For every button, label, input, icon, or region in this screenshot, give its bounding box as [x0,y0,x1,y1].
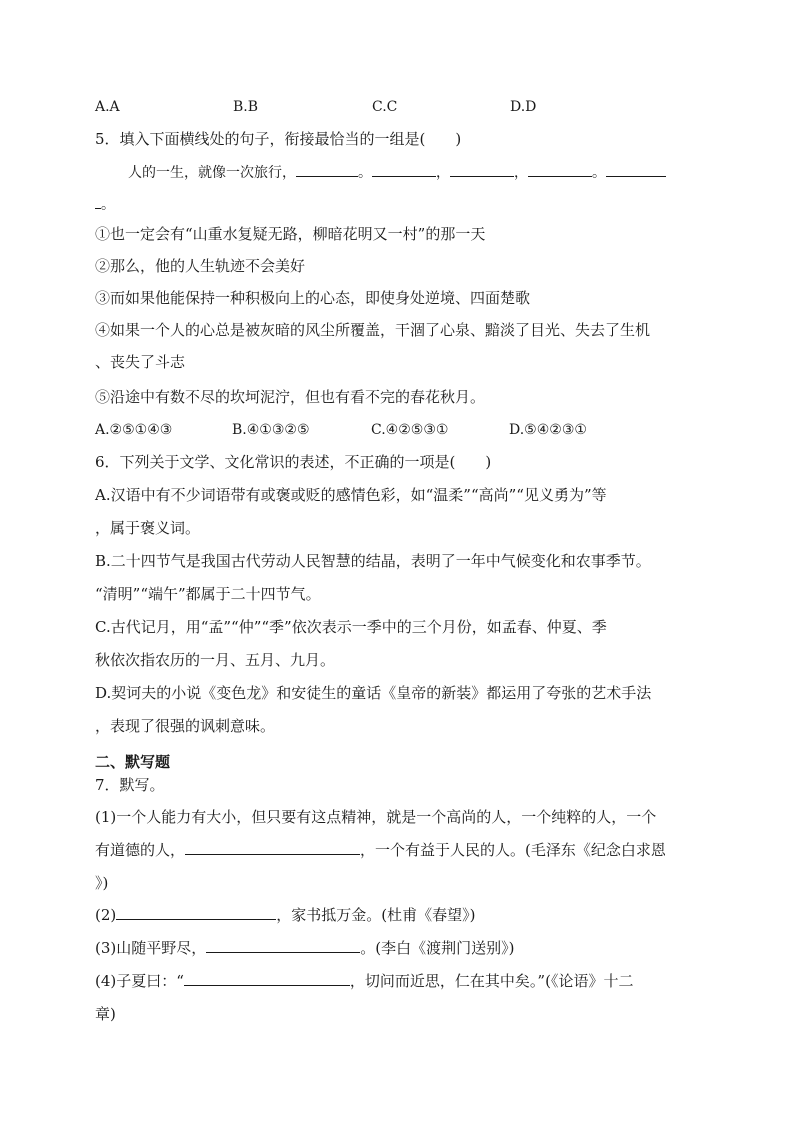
q5-passage [128,162,666,183]
q7-part3 [95,938,514,958]
q5-item-4-cont: 、丧失了斗志 [95,353,186,371]
q4-option-a: A.A [95,99,120,115]
q5-blank-2[interactable] [372,162,436,177]
q7-part1-line2 [95,840,666,860]
q7-part1-pre: 有道德的人， [95,841,186,859]
q6-option-a-line1: A.汉语中有不少词语带有或褒或贬的感情色彩，如“温柔”“高尚”“见义勇为”等 [95,486,607,504]
q5-punct-4: 。 [592,165,606,181]
q5-stem: 5．填入下面横线处的句子，衔接最恰当的一组是( ) [95,130,462,148]
q6-option-a-line2: ，属于褒义词。 [95,519,201,537]
q5-option-d: D.⑤④②③① [509,422,587,438]
q6-option-d-line2: ，表现了很强的讽刺意味。 [95,717,276,735]
q7-part1-blank[interactable] [185,840,360,855]
q5-item-4: ④如果一个人的心总是被灰暗的风尘所覆盖，干涸了心泉、黯淡了目光、失去了生机 [95,321,651,339]
q7-part1-line3: 》) [95,874,109,892]
q5-item-5: ⑤沿途中有数不尽的坎坷泥泞，但也有看不完的春花秋月。 [95,388,486,406]
q7-part2 [95,905,475,925]
q5-punct-1: 。 [358,165,372,181]
q6-option-d-line1: D.契诃夫的小说《变色龙》和安徒生的童话《皇帝的新装》都运用了夸张的艺术手法 [95,684,652,702]
q5-option-b: B.④①③②⑤ [232,422,310,438]
q7-part4 [95,971,633,991]
q4-option-b: B.B [233,99,259,115]
q4-option-c: C.C [372,99,398,115]
q6-option-c-line1: C.古代记月，用“孟”“仲”“季”依次表示一季中的三个月份，如孟春、仲夏、季 [95,618,607,636]
q7-part4-pre: (4)子夏曰：“ [95,972,184,990]
q7-part2-post: ，家书抵万金。(杜甫《春望》) [276,906,476,924]
q5-passage-end [95,194,115,215]
q7-part4-post: ，切问而近思，仁在其中矣。”(《论语》十二 [349,972,634,990]
q5-punct-3: ， [514,165,528,181]
q5-blank-5[interactable] [606,162,666,177]
q6-option-c-line2: 秋依次指农历的一月、五月、九月。 [95,651,336,669]
q7-part3-post: 。(李白《渡荆门送别》) [360,939,515,957]
q5-blank-4[interactable] [528,162,592,177]
q6-option-b-line2: “清明”“端午”都属于二十四节气。 [95,585,321,603]
q5-blank-1[interactable] [296,162,358,177]
q7-stem: 7．默写。 [95,776,165,794]
q5-blank-3[interactable] [450,162,514,177]
q4-option-d: D.D [510,99,537,115]
q7-part2-blank[interactable] [116,905,276,920]
q5-item-3: ③而如果他能保持一种积极向上的心态，即使身处逆境、四面楚歌 [95,289,531,307]
q7-part3-pre: (3)山随平野尽， [95,939,207,957]
q7-part3-blank[interactable] [206,938,360,953]
q5-item-2: ②那么，他的人生轨迹不会美好 [95,257,306,275]
q5-passage-lead: 人的一生，就像一次旅行， [128,165,296,181]
q7-part1-line1: (1)一个人能力有大小，但只要有这点精神，就是一个高尚的人，一个纯粹的人，一个 [95,808,657,826]
q7-part1-post: ，一个有益于人民的人。(毛泽东《纪念白求恩 [360,841,666,859]
q6-option-b-line1: B.二十四节气是我国古代劳动人民智慧的结晶，表明了一年中气候变化和农事季节。 [95,552,651,570]
q7-part4-line2: 章) [95,1005,116,1023]
q7-part2-pre: (2) [95,906,117,924]
q6-stem: 6．下列关于文学、文化常识的表述，不正确的一项是( ) [95,453,492,471]
q5-option-c: C.④②⑤③① [371,422,449,438]
q5-item-1: ①也一定会有“山重水复疑无路，柳暗花明又一村”的那一天 [95,225,486,243]
q5-option-a: A.②⑤①④③ [95,422,173,438]
q5-passage-end-punct: 。 [101,197,115,213]
section-title: 二、默写题 [95,753,171,771]
q5-punct-2: ， [436,165,450,181]
q7-part4-blank[interactable] [184,971,350,986]
